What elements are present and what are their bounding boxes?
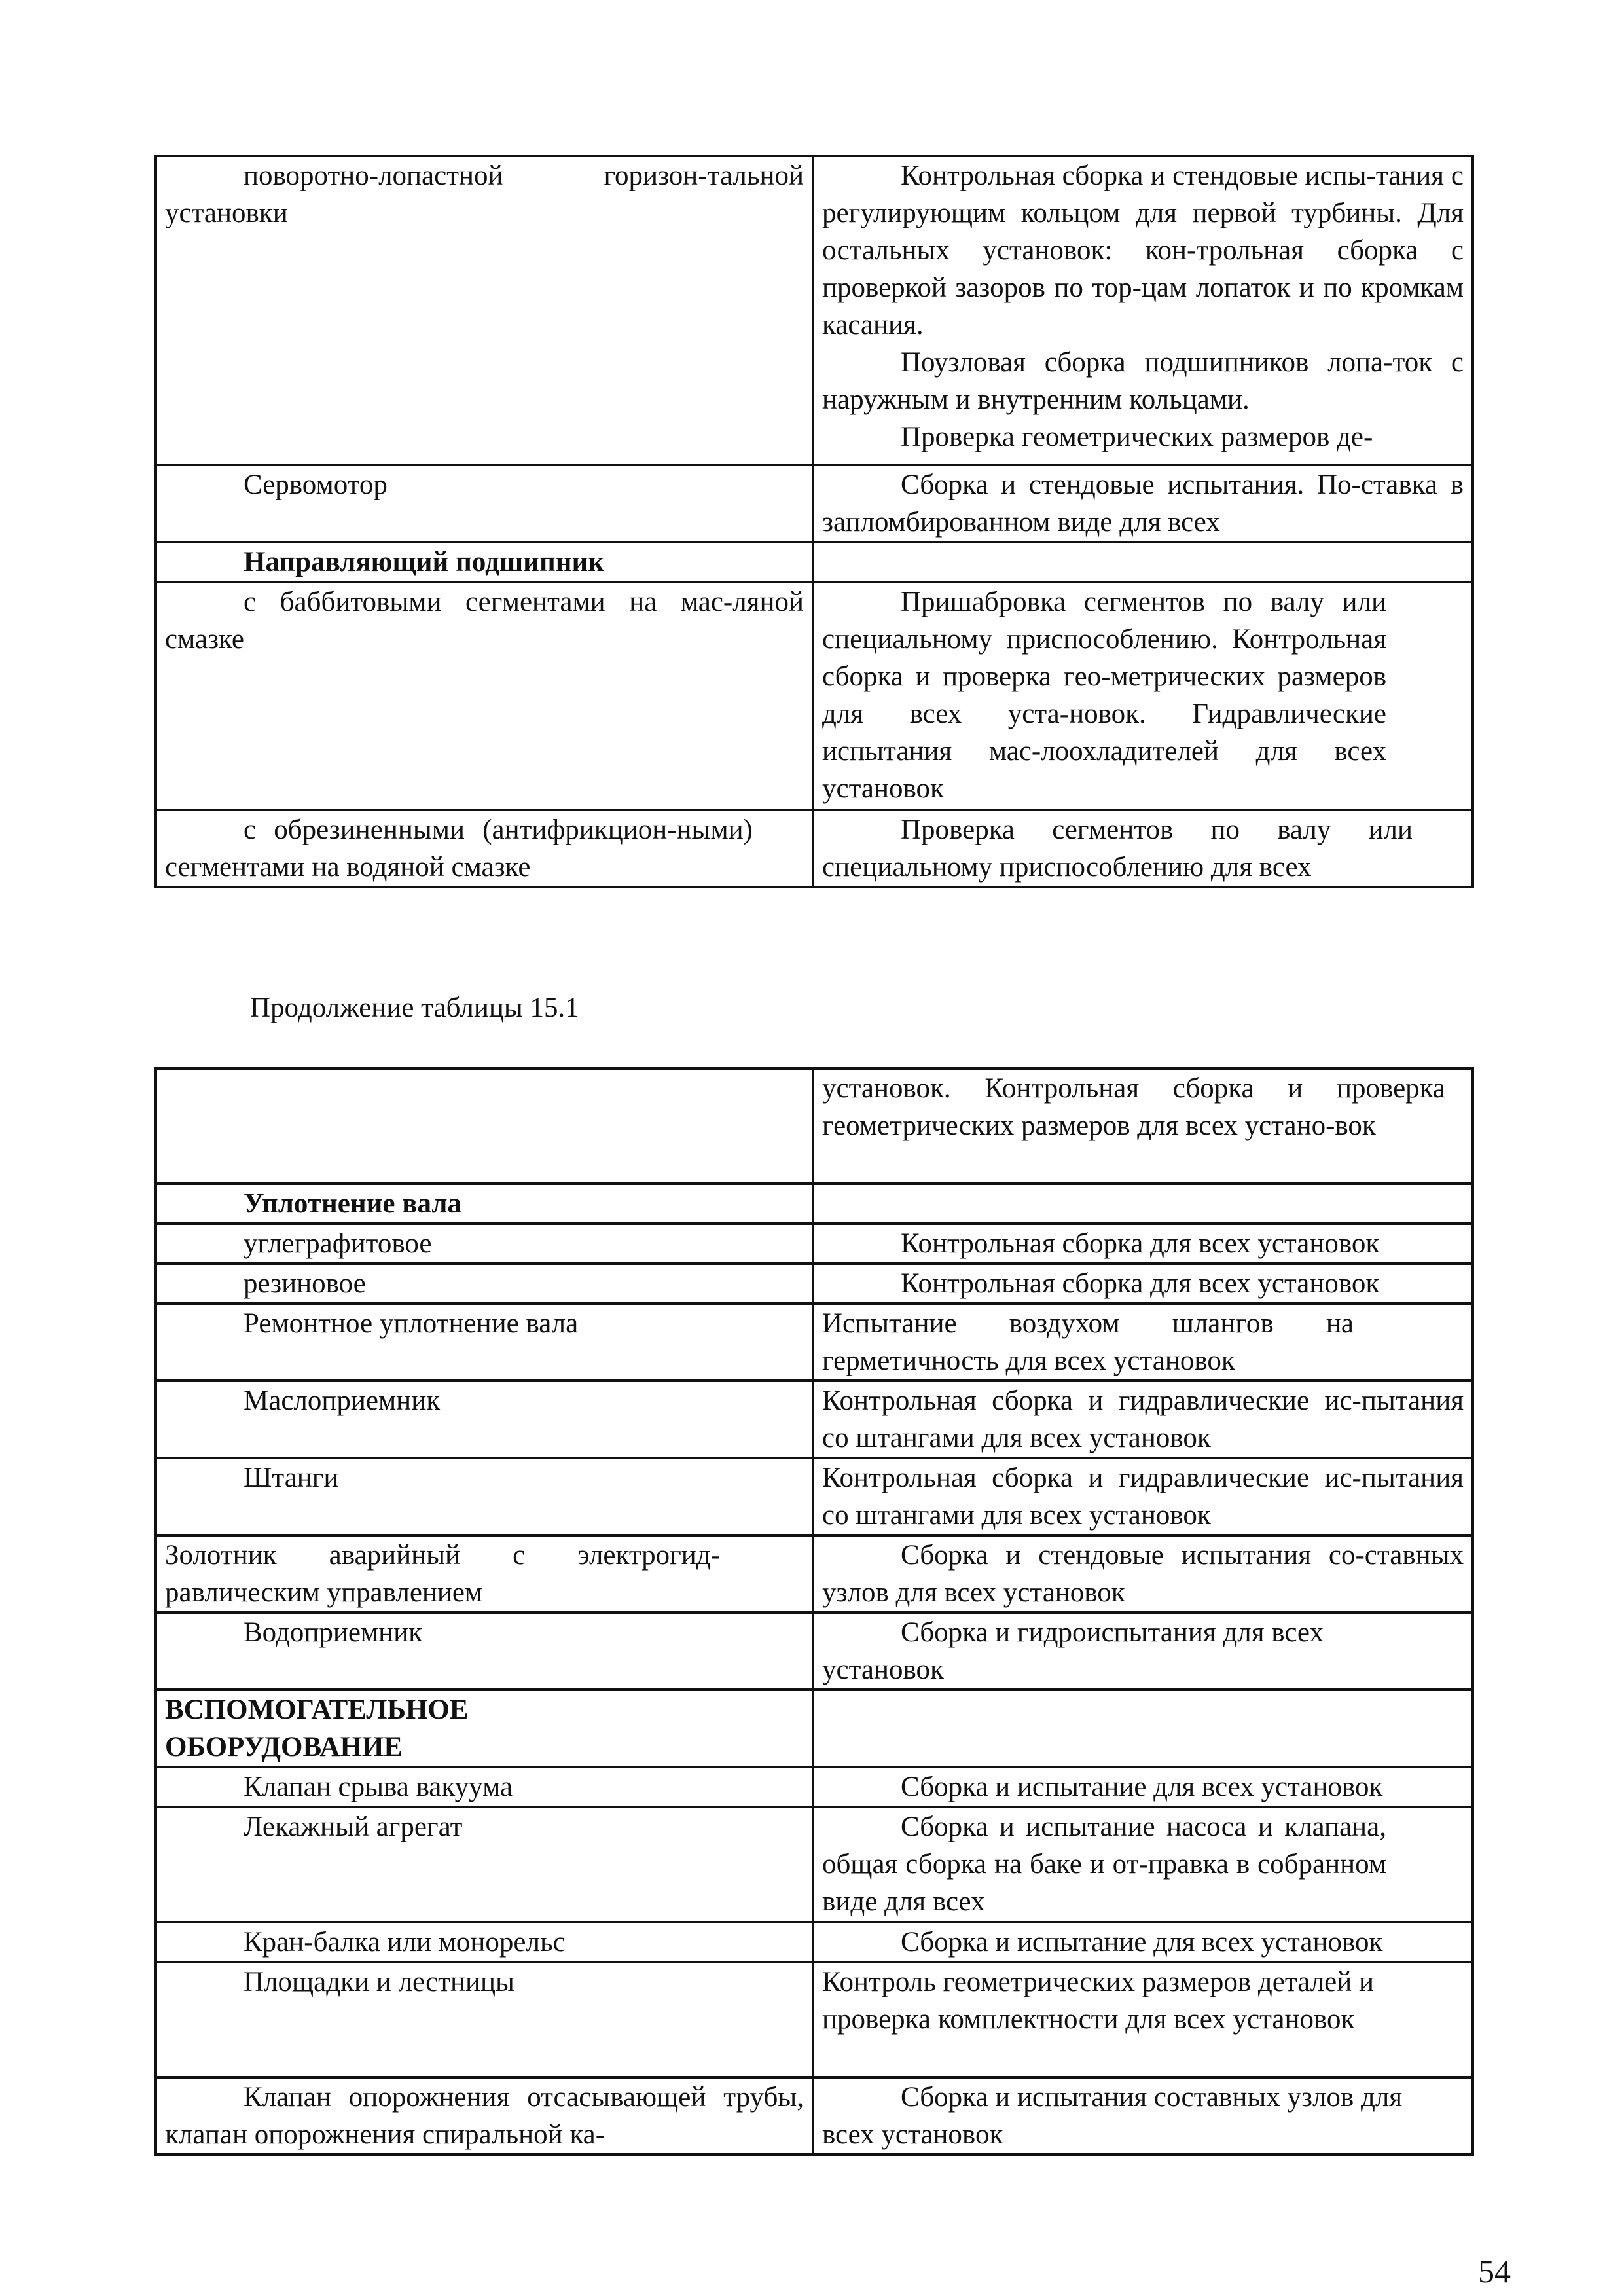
table-row xyxy=(156,1458,1473,1535)
table-cell: Сборка и гидроиспытания для всех установок xyxy=(813,1613,1473,1690)
table-row xyxy=(156,582,1473,810)
table-cell: с баббитовыми сегментами на мас-ляной смазке xyxy=(156,582,813,810)
table-cell: Клапан срыва вакуума xyxy=(156,1767,813,1807)
table-cell xyxy=(156,1068,813,1184)
main-table-part-1 xyxy=(154,155,1474,888)
section-heading: Направляющий подшипник xyxy=(156,542,813,582)
table-cell: Кран-балка или монорельс xyxy=(156,1922,813,1962)
table-caption: Продолжение таблицы 15.1 xyxy=(250,993,579,1023)
cell-paragraph: Проверка геометрических размеров де- xyxy=(901,422,1373,452)
table-cell: Водоприемник xyxy=(156,1613,813,1690)
table-row xyxy=(156,1264,1473,1303)
table-row xyxy=(156,2077,1473,2155)
page-number: 54 xyxy=(1478,2253,1511,2289)
table-cell: Контрольная сборка для всех установок xyxy=(813,1264,1473,1303)
table-row xyxy=(156,1962,1473,2077)
table-row xyxy=(156,1303,1473,1381)
table-cell xyxy=(813,542,1473,582)
table-cell: Испытание воздухом шлангов на герметичность для всех установок xyxy=(813,1303,1473,1381)
table-row xyxy=(156,465,1473,542)
section-heading: Уплотнение вала xyxy=(156,1184,813,1224)
table-row xyxy=(156,1767,1473,1807)
table-cell xyxy=(813,156,1473,465)
table-cell: поворотно-лопастной горизон-тальной установки xyxy=(156,156,813,465)
table-cell: Сборка и испытание насоса и клапана, общая сборка на баке и от-правка в собранном виде для всех xyxy=(813,1807,1473,1922)
table-row xyxy=(156,1807,1473,1922)
table-cell: углеграфитовое xyxy=(156,1224,813,1264)
table-cell: резиновое xyxy=(156,1264,813,1303)
table-cell: Сборка и испытание для всех установок xyxy=(813,1767,1473,1807)
cell-paragraph: Поузловая сборка подшипников лопа-ток с наружным и внутренним кольцами. xyxy=(822,347,1464,415)
table-cell xyxy=(813,1184,1473,1224)
table-row xyxy=(156,1922,1473,1962)
main-table-part-2 xyxy=(154,1067,1474,2156)
table-cell: Контроль геометрических размеров деталей и проверка комплектности для всех установок xyxy=(813,1962,1473,2077)
table-cell: Контрольная сборка и гидравлические ис-пытания со штангами для всех установок xyxy=(813,1458,1473,1535)
table-cell xyxy=(813,1690,1473,1767)
table-cell: с обрезиненными (антифрикцион-ными) сегментами на водяной смазке xyxy=(156,810,813,887)
table-row xyxy=(156,1535,1473,1613)
table-row xyxy=(156,1613,1473,1690)
table-row xyxy=(156,542,1473,582)
table-cell: Сборка и стендовые испытания. По-ставка в запломбированном виде для всех xyxy=(813,465,1473,542)
table-cell: Сборка и испытание для всех установок xyxy=(813,1922,1473,1962)
table-row xyxy=(156,1224,1473,1264)
section-heading: ВСПОМОГАТЕЛЬНОЕ ОБОРУДОВАНИЕ xyxy=(156,1690,813,1767)
table-cell: Контрольная сборка для всех установок xyxy=(813,1224,1473,1264)
table-row xyxy=(156,1381,1473,1458)
cell-paragraph: Контрольная сборка и стендовые испы-тания с регулирующим кольцом для первой турбины. Для остальных установок: кон-трольная сборка с проверкой зазоров по тор-цам лопаток и по кромкам касания. xyxy=(822,160,1464,340)
table-row xyxy=(156,156,1473,465)
table-cell: Маслоприемник xyxy=(156,1381,813,1458)
table-cell: Золотник аварийный с электрогид-равлическим управлением xyxy=(156,1535,813,1613)
table-cell: Сборка и стендовые испытания со-ставных узлов для всех установок xyxy=(813,1535,1473,1613)
table-cell: Проверка сегментов по валу или специальному приспособлению для всех xyxy=(813,810,1473,887)
table-cell: Контрольная сборка и гидравлические ис-пытания со штангами для всех установок xyxy=(813,1381,1473,1458)
table-cell: установок. Контрольная сборка и проверка геометрических размеров для всех устано-вок xyxy=(813,1068,1473,1184)
table-row xyxy=(156,1184,1473,1224)
table-cell: Клапан опорожнения отсасывающей трубы, клапан опорожнения спиральной ка- xyxy=(156,2077,813,2155)
table-cell: Ремонтное уплотнение вала xyxy=(156,1303,813,1381)
table-cell: Сборка и испытания составных узлов для всех установок xyxy=(813,2077,1473,2155)
table-cell: Сервомотор xyxy=(156,465,813,542)
table-row xyxy=(156,1690,1473,1767)
table-row xyxy=(156,810,1473,887)
table-row xyxy=(156,1068,1473,1184)
table-cell: Штанги xyxy=(156,1458,813,1535)
table-cell: Пришабровка сегментов по валу или специальному приспособлению. Контрольная сборка и проверка гео-метрических размеров для всех уста-новок. Гидравлические испытания мас-лоохладителей для всех установок xyxy=(813,582,1473,810)
table-cell: Лекажный агрегат xyxy=(156,1807,813,1922)
table-cell: Площадки и лестницы xyxy=(156,1962,813,2077)
